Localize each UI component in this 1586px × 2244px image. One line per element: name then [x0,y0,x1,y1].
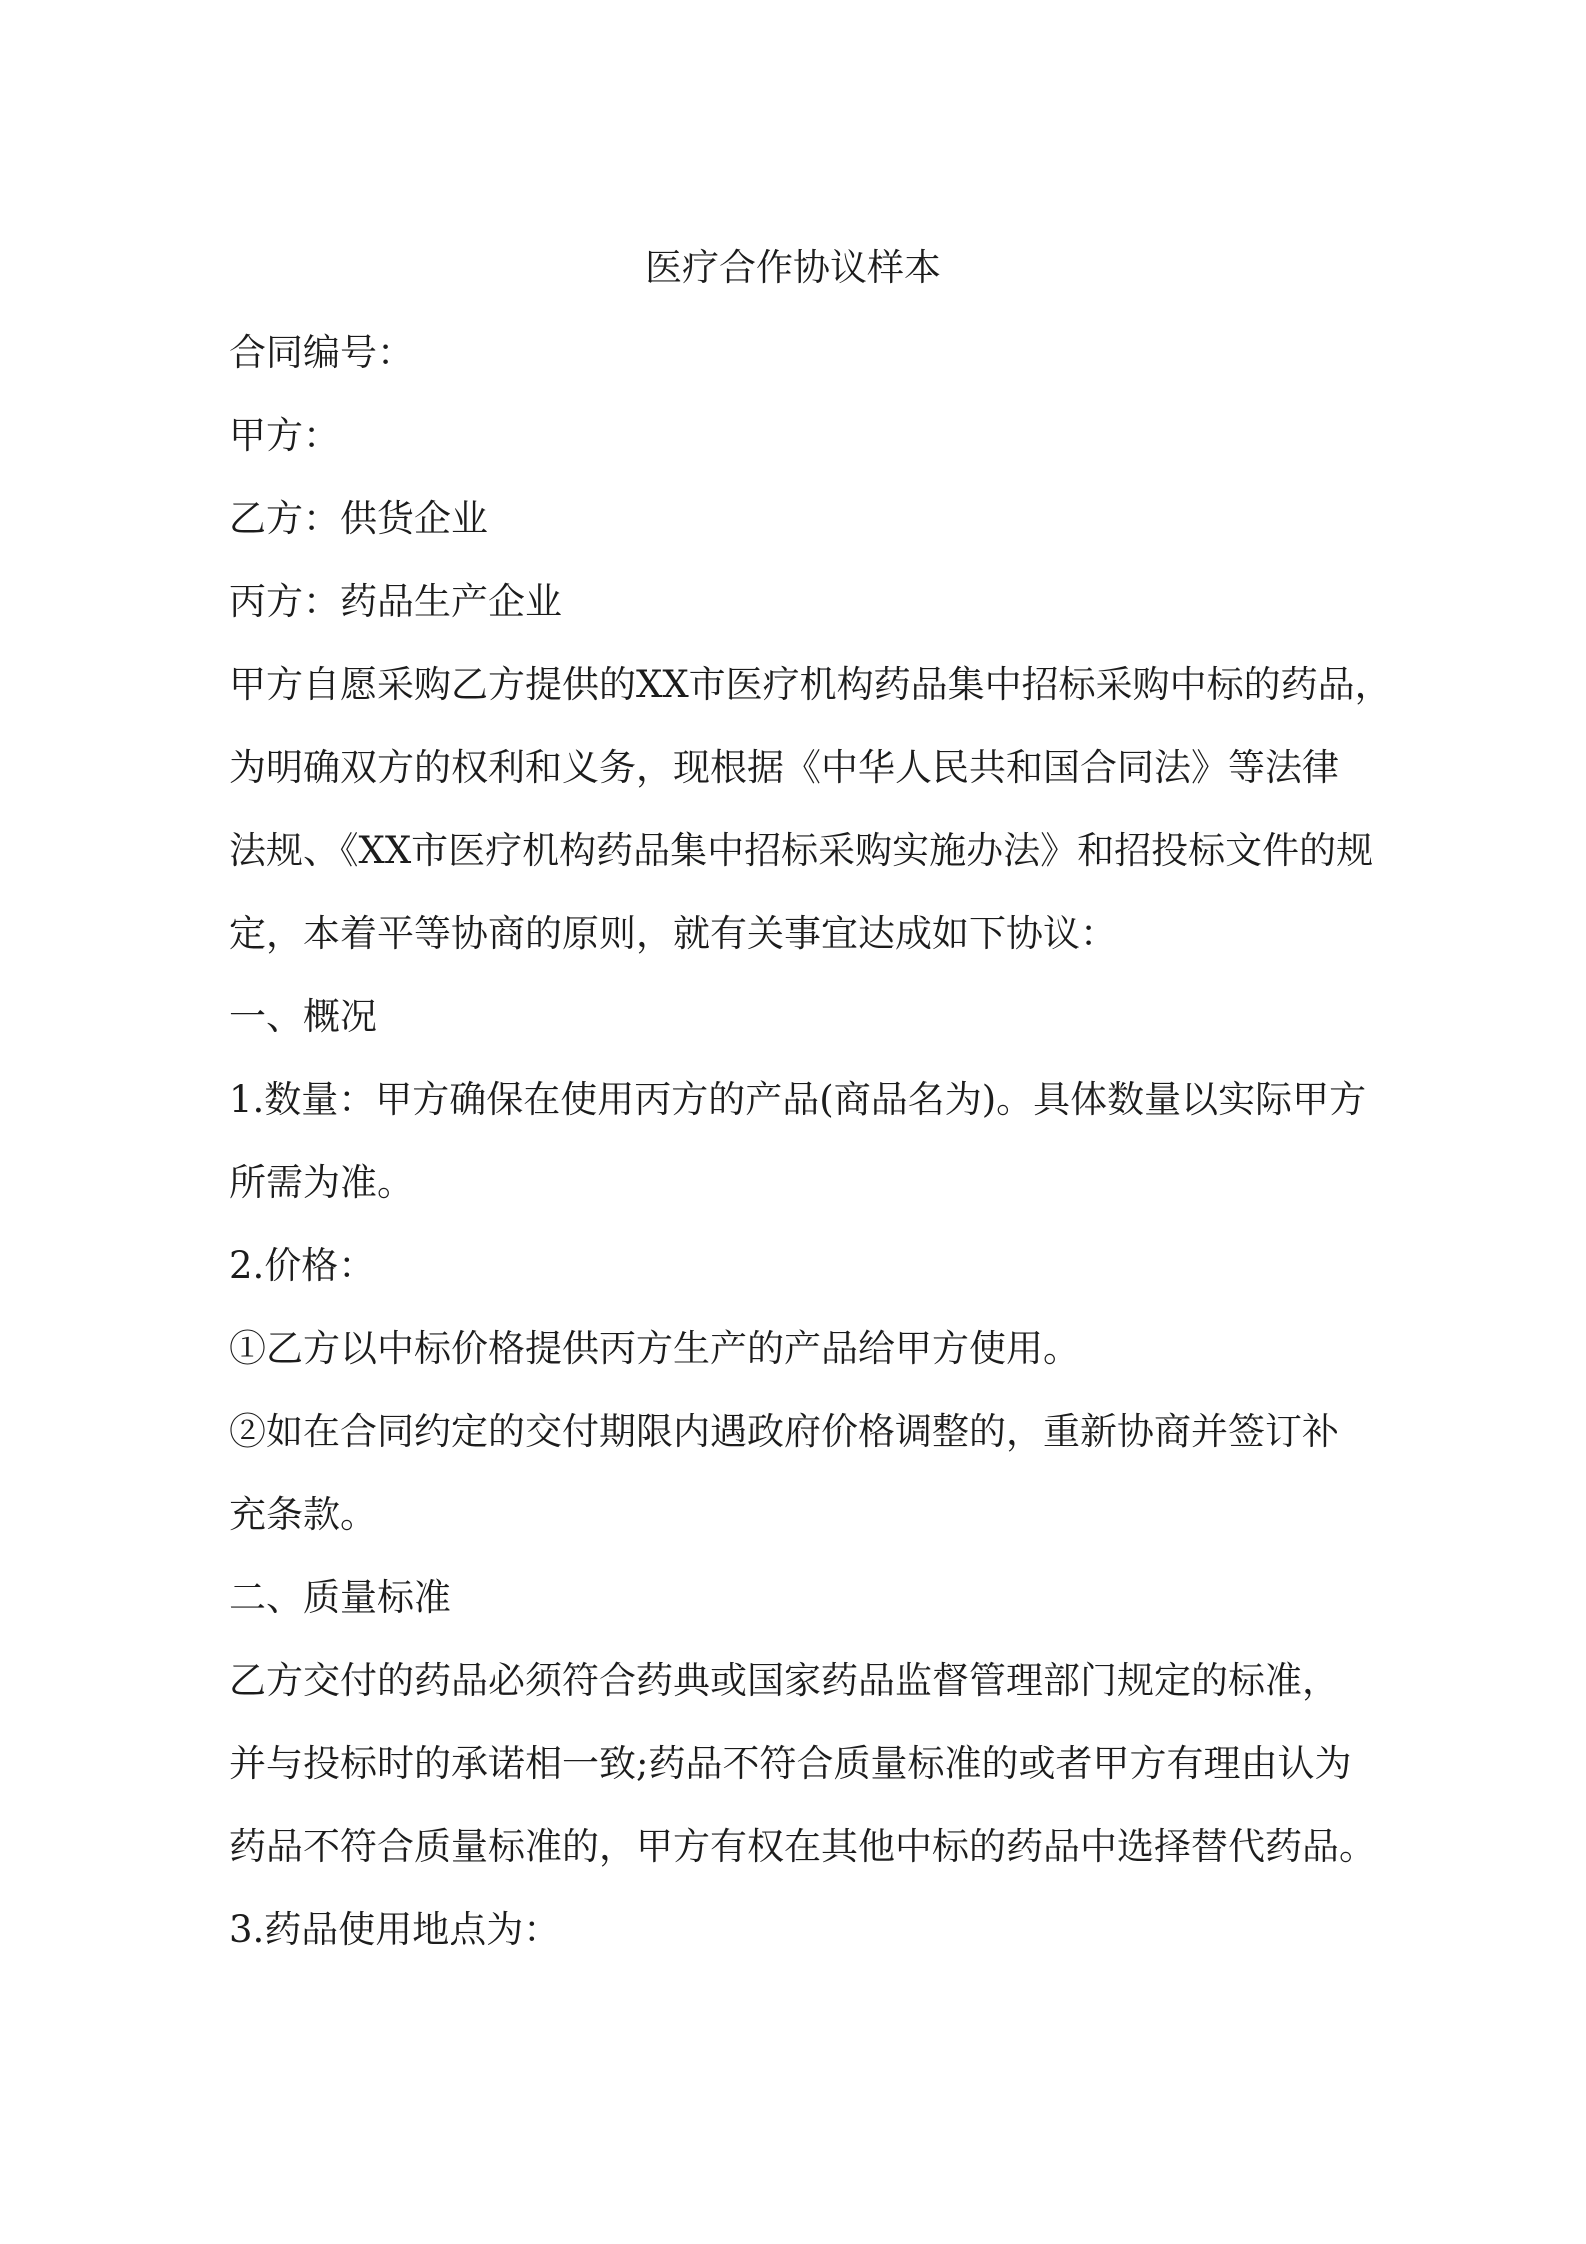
party-b-line: 乙方：供货企业 [229,497,488,540]
paragraph-line: 药品不符合质量标准的，甲方有权在其他中标的药品中选择替代药品。 [229,1825,1376,1868]
paragraph-line: 为明确双方的权利和义务，现根据《中华人民共和国合同法》等法律 [229,746,1339,789]
price-item-1: ①乙方以中标价格提供丙方生产的产品给甲方使用。 [229,1327,1080,1370]
party-c-line: 丙方：药品生产企业 [229,580,562,623]
party-a-line: 甲方： [229,414,340,457]
usage-location-line: 3.药品使用地点为： [229,1908,561,1951]
paragraph-line: 乙方交付的药品必须符合药典或国家药品监督管理部门规定的标准， [229,1659,1339,1702]
price-heading: 2.价格： [229,1244,376,1287]
paragraph-line: 并与投标时的承诺相一致;药品不符合质量标准的或者甲方有理由认为 [229,1742,1352,1785]
document-title: 医疗合作协议样本 [645,246,941,289]
section-heading-overview: 一、概况 [229,995,377,1038]
section-heading-quality: 二、质量标准 [229,1576,451,1619]
paragraph-line: 定，本着平等协商的原则，就有关事宜达成如下协议： [229,912,1117,955]
paragraph-line: ②如在合同约定的交付期限内遇政府价格调整的，重新协商并签订补 [229,1410,1339,1453]
paragraph-line: 充条款。 [229,1493,377,1536]
paragraph-line: 法规、《XX市医疗机构药品集中招标采购实施办法》和招投标文件的规 [229,829,1374,872]
paragraph-line: 1.数量：甲方确保在使用丙方的产品(商品名为)。具体数量以实际甲方 [229,1078,1367,1121]
contract-number-label: 合同编号： [229,331,414,374]
paragraph-line: 所需为准。 [229,1161,414,1204]
paragraph-line: 甲方自愿采购乙方提供的XX市医疗机构药品集中招标采购中标的药品， [229,663,1392,706]
